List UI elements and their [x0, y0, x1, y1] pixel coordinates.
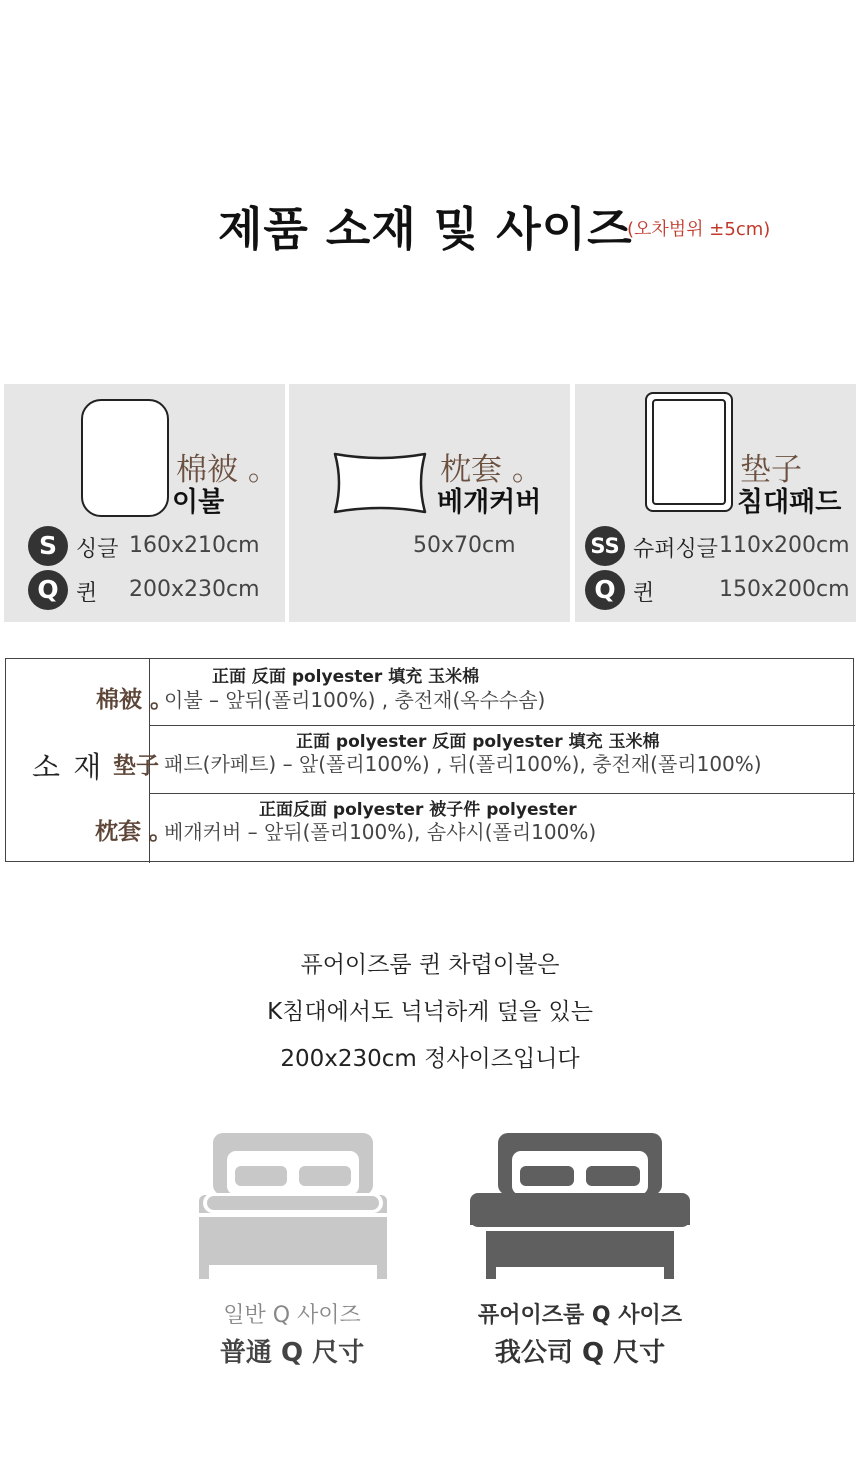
material-row-desc: 베개커버 – 앞뒤(폴리100%), 솜샤시(폴리100%): [164, 820, 597, 844]
material-row-desc: 패드(카페트) – 앞(폴리100%) , 뒤(폴리100%), 충전재(폴리100%): [164, 752, 762, 776]
size-label-queen: 퀸: [633, 581, 655, 606]
description-line: 200x230cm 정사이즈입니다: [280, 1046, 580, 1072]
our-size-label: 퓨어이즈룸 Q 사이즈: [477, 1303, 683, 1328]
tolerance-note: (오차범위 ±5cm): [627, 219, 771, 240]
blanket-korean-label: 이불: [172, 487, 225, 518]
size-label-queen: 퀸: [76, 581, 98, 606]
page-title: 제품 소재 및 사이즈: [218, 202, 633, 256]
our-size-chinese-label: 我公司 Q 尺寸: [494, 1338, 666, 1368]
standard-size-label: 일반 Q 사이즈: [223, 1303, 361, 1328]
material-row-top: 正面 反面 polyester 填充 玉米棉: [212, 667, 480, 687]
pillow-card: [289, 384, 570, 622]
size-dims-single: 160x210cm: [129, 533, 260, 558]
blanket-icon: [81, 399, 169, 517]
material-table: [5, 658, 854, 862]
material-row-desc: 이불 – 앞뒤(폴리100%) , 충전재(옥수수솜): [164, 688, 546, 712]
size-dims-queen: 200x230cm: [129, 577, 260, 602]
material-row-cn: 枕套 。: [95, 819, 173, 845]
blanket-card: [4, 384, 285, 622]
material-row-cn: 垫子: [113, 753, 159, 779]
size-badge-s: S: [28, 526, 68, 566]
pad-chinese-label: 垫子: [740, 452, 802, 488]
material-row-cn: 棉被 。: [96, 687, 174, 713]
size-dims-super-single: 110x200cm: [719, 533, 850, 558]
description-line: K침대에서도 넉넉하게 덮을 있는: [267, 999, 593, 1025]
size-dims-queen: 150x200cm: [719, 577, 850, 602]
pillow-icon: [329, 448, 431, 518]
pillow-korean-label: 베개커버: [437, 487, 542, 518]
size-badge-ss: SS: [585, 526, 625, 566]
material-row-top: 正面 polyester 反面 polyester 填充 玉米棉: [296, 732, 660, 752]
pad-card: [575, 384, 856, 622]
size-badge-q: Q: [585, 570, 625, 610]
mattress-pad-icon: [645, 392, 733, 512]
pillow-chinese-label: 枕套 。: [440, 452, 543, 488]
standard-size-chinese-label: 普通 Q 尺寸: [219, 1338, 365, 1368]
size-badge-q: Q: [28, 570, 68, 610]
pillow-dims: 50x70cm: [413, 533, 516, 558]
pad-korean-label: 침대패드: [737, 487, 842, 518]
material-header: 소 재: [32, 750, 104, 784]
description-line: 퓨어이즈룸 퀸 차렵이불은: [300, 952, 560, 978]
standard-bed-icon: [199, 1133, 387, 1279]
material-row-top: 正面反面 polyester 被子件 polyester: [259, 800, 577, 820]
blanket-chinese-label: 棉被 。: [176, 452, 279, 488]
pureeasyroom-bed-icon: [470, 1133, 690, 1279]
size-label-single: 싱글: [76, 537, 119, 562]
size-label-super-single: 슈퍼싱글: [633, 537, 719, 562]
